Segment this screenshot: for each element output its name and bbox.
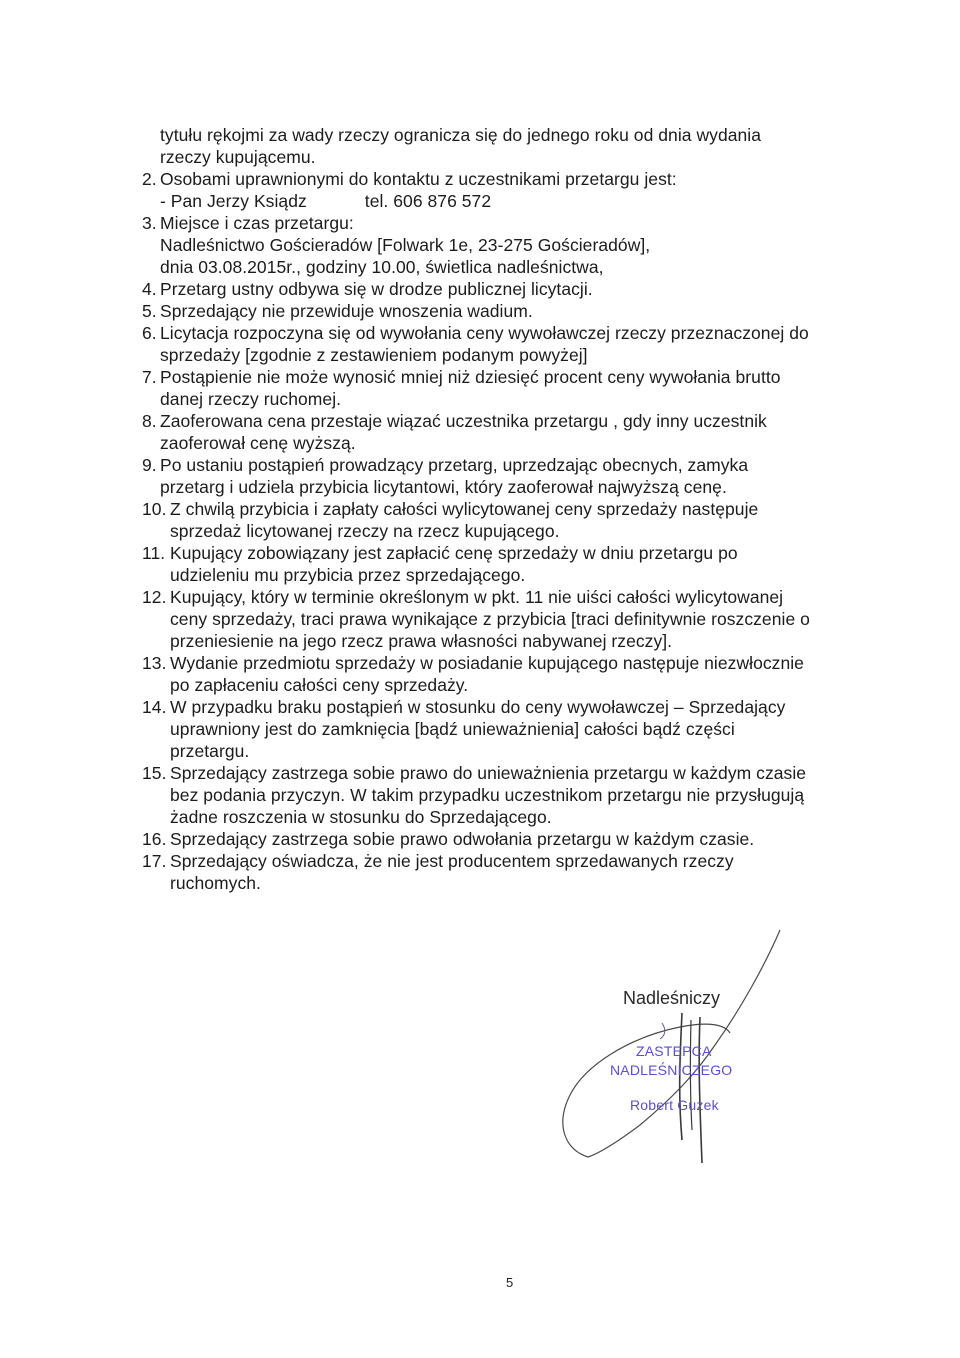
list-item-text: sprzedaży [zgodnie z zestawieniem podanym powyżej] [160, 345, 588, 365]
contact-person: - Pan Jerzy Ksiądz [160, 191, 307, 211]
list-item-text: Miejsce i czas przetargu: [160, 213, 354, 233]
list-item-text: przetarg i udziela przybicia licytantowi, który zaoferował najwyższą cenę. [160, 477, 727, 497]
list-item-text: po zapłaceniu całości ceny sprzedaży. [170, 675, 469, 695]
stamp-line-1: ZASTĘPCA [636, 1043, 712, 1059]
contact-line [160, 190, 900, 212]
list-item-text: Zaoferowana cena przestaje wiązać uczestnika przetargu , gdy inny uczestnik [160, 411, 767, 431]
list-item-text: Sprzedający nie przewiduje wnoszenia wadium. [160, 301, 533, 321]
list-item-text: uprawniony jest do zamknięcia [bądź unieważnienia] całości bądź części [170, 719, 735, 739]
list-item-text: Sprzedający oświadcza, że nie jest producentem sprzedawanych rzeczy [170, 851, 734, 871]
list-item-text: Osobami uprawnionymi do kontaktu z uczestnikami przetargu jest: [160, 169, 677, 189]
list-item-2: 2. Osobami uprawnionymi do kontaktu z uczestnikami przetargu jest: - Pan Jerzy Ksiądz tel. 606 876 572 [160, 168, 900, 212]
continuation-line-1: tytułu rękojmi za wady rzeczy ogranicza się do jednego roku od dnia wydania [160, 125, 762, 145]
list-item-text: przetargu. [170, 741, 250, 761]
list-item-text: Kupujący zobowiązany jest zapłacić cenę sprzedaży w dniu przetargu po [170, 543, 738, 563]
list-item-text: Z chwilą przybicia i zapłaty całości wylicytowanej ceny sprzedaży następuje [170, 499, 759, 519]
list-item-8: 8. Zaoferowana cena przestaje wiązać uczestnika przetargu , gdy inny uczestnik zaoferował cenę wyższą. [160, 410, 900, 454]
list-item-text: W przypadku braku postąpień w stosunku do ceny wywoławczej – Sprzedający [170, 697, 786, 717]
list-item-text: danej rzeczy ruchomej. [160, 389, 342, 409]
stamp-line-3: Robert Guzek [630, 1097, 719, 1113]
list-item-text: Wydanie przedmiotu sprzedaży w posiadanie kupującego następuje niezwłocznie [170, 653, 804, 673]
stamp-title: Nadleśniczy [623, 988, 721, 1008]
list-item-5: 5. Sprzedający nie przewiduje wnoszenia wadium. [160, 300, 900, 322]
list-item-text: Przetarg ustny odbywa się w drodze publicznej licytacji. [160, 279, 593, 299]
list-item-text: żadne roszczenia w stosunku do Sprzedającego. [170, 807, 552, 827]
contact-phone: tel. 606 876 572 [364, 191, 492, 211]
list-item-text: udzieleniu mu przybicia przez sprzedającego. [170, 565, 526, 585]
signature-stamp [540, 925, 800, 1165]
list-item-text: ruchomych. [170, 873, 261, 893]
list-item-text: Kupujący, który w terminie określonym w pkt. 11 nie uiści całości wylicytowanej [170, 587, 784, 607]
document-body [142, 124, 900, 894]
list-item-7: 7. Postąpienie nie może wynosić mniej niż dziesięć procent ceny wywołania brutto danej rzeczy ruchomej. [160, 366, 900, 410]
list-item-13: 13. Wydanie przedmiotu sprzedaży w posiadanie kupującego następuje niezwłocznie po zapłaceniu całości ceny sprzedaży. [160, 652, 900, 696]
list-item-12: 12. Kupujący, który w terminie określonym w pkt. 11 nie uiści całości wylicytowanej ceny sprzedaży, traci prawa wynikające z przybicia [traci definitywnie roszczenie o przeniesienie na jego rzecz prawa własności nabywanej rzeczy]. [160, 586, 900, 652]
continuation-line-2: rzeczy kupującemu. [160, 147, 316, 167]
list-item-text: Licytacja rozpoczyna się od wywołania ceny wywoławczej rzeczy przeznaczonej do [160, 323, 809, 343]
list-item-10: 10. Z chwilą przybicia i zapłaty całości wylicytowanej ceny sprzedaży następuje sprzedaż licytowanej rzeczy na rzecz kupującego. [160, 498, 900, 542]
page-number: 5 [506, 1275, 514, 1290]
list-item-text: ceny sprzedaży, traci prawa wynikające z przybicia [traci definitywnie roszczenie o [170, 609, 810, 629]
list-item-text: bez podania przyczyn. W takim przypadku uczestnikom przetargu nie przysługują [170, 785, 805, 805]
list-item-11: 11. Kupujący zobowiązany jest zapłacić cenę sprzedaży w dniu przetargu po udzieleniu mu przybicia przez sprzedającego. [160, 542, 900, 586]
stamp-line-2: NADLEŚNICZEGO [610, 1062, 733, 1078]
list-item-text: dnia 03.08.2015r., godziny 10.00, świetlica nadleśnictwa, [160, 257, 604, 277]
list-item-9: 9. Po ustaniu postąpień prowadzący przetarg, uprzedzając obecnych, zamyka przetarg i udziela przybicia licytantowi, który zaoferował najwyższą cenę. [160, 454, 900, 498]
list-item-16: 16. Sprzedający zastrzega sobie prawo odwołania przetargu w każdym czasie. [160, 828, 900, 850]
list-item-14: 14. W przypadku braku postąpień w stosunku do ceny wywoławczej – Sprzedający uprawniony jest do zamknięcia [bądź unieważnienia] całości bądź części przetargu. [160, 696, 900, 762]
list-item-4: 4. Przetarg ustny odbywa się w drodze publicznej licytacji. [160, 278, 900, 300]
list-item-15: 15. Sprzedający zastrzega sobie prawo do unieważnienia przetargu w każdym czasie bez podania przyczyn. W takim przypadku uczestnikom przetargu nie przysługują żadne roszczenia w stosunku do Sprzedającego. [160, 762, 900, 828]
list-item-3: 3. Miejsce i czas przetargu: Nadleśnictwo Gościeradów [Folwark 1e, 23-275 Gościeradów], dnia 03.08.2015r., godziny 10.00, świetlica nadleśnictwa, [160, 212, 900, 278]
list-item-17: 17. Sprzedający oświadcza, że nie jest producentem sprzedawanych rzeczy ruchomych. [160, 850, 900, 894]
list-item-text: sprzedaż licytowanej rzeczy na rzecz kupującego. [170, 521, 560, 541]
list-item-text: zaoferował cenę wyższą. [160, 433, 356, 453]
list-item-text: Postąpienie nie może wynosić mniej niż dziesięć procent ceny wywołania brutto [160, 367, 781, 387]
list-item-text: Sprzedający zastrzega sobie prawo do unieważnienia przetargu w każdym czasie [170, 763, 807, 783]
list-item-text: Sprzedający zastrzega sobie prawo odwołania przetargu w każdym czasie. [170, 829, 755, 849]
list-item-text: Nadleśnictwo Gościeradów [Folwark 1e, 23-275 Gościeradów], [160, 235, 651, 255]
list-item-text: Po ustaniu postąpień prowadzący przetarg, uprzedzając obecnych, zamyka [160, 455, 749, 475]
list-item-6: 6. Licytacja rozpoczyna się od wywołania ceny wywoławczej rzeczy przeznaczonej do sprzedaży [zgodnie z zestawieniem podanym powyżej] [160, 322, 900, 366]
list-item-text: przeniesienie na jego rzecz prawa własności nabywanej rzeczy]. [170, 631, 673, 651]
